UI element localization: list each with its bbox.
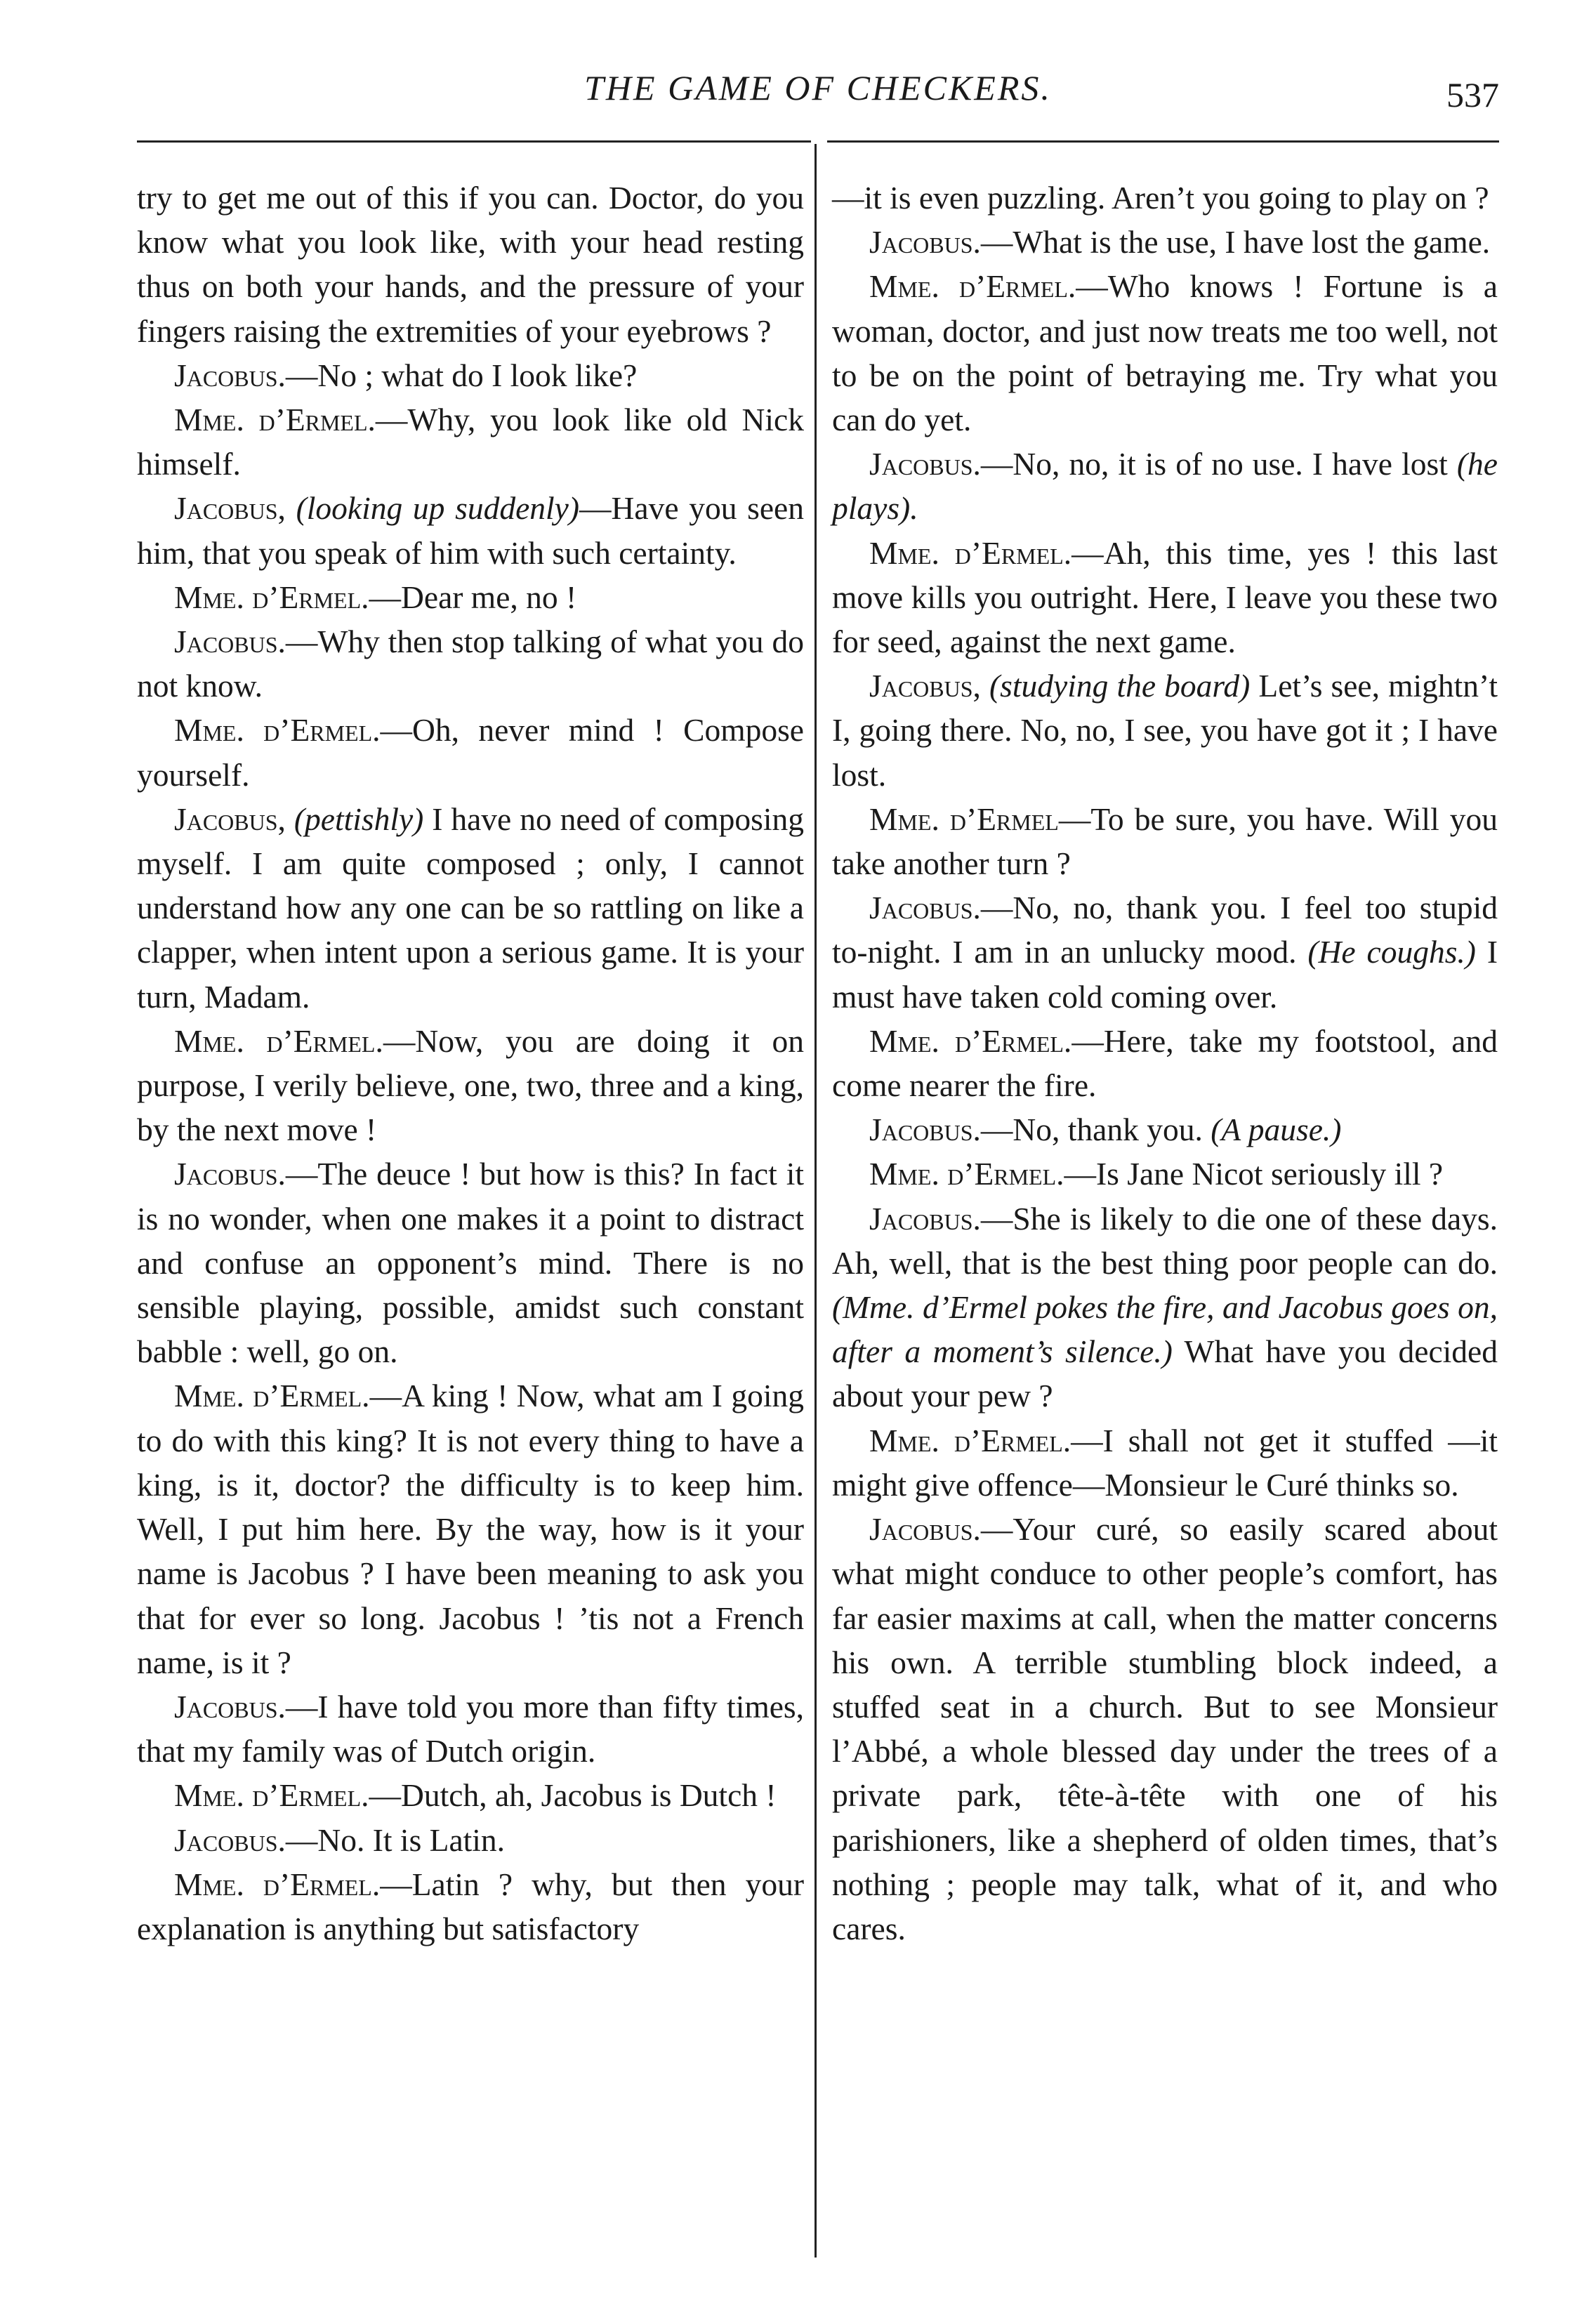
speaker-name: Jacobus. <box>174 1156 286 1192</box>
dialogue-paragraph <box>137 353 804 397</box>
speaker-name: Mme. d’Ermel <box>869 800 1059 837</box>
speaker-name: Mme. d’Ermel. <box>869 1156 1064 1192</box>
speaker-name: Jacobus, <box>174 490 286 527</box>
speaker-name: Jacobus. <box>869 890 981 926</box>
dialogue-text: —Your curé, so easily scared about what might conduce to other people’s comfort, has far easier maxims at call, when the matter concerns his own. A terrible stumbling block indeed, a stuffed seat in a church. But to see Monsieur l’Abbé, a whole blessed day under the trees of a private park, tête-à-tête with one of his parishioners, like a shepherd of olden times, that’s nothing ; people may talk, what of it, and who cares. <box>832 1511 1498 1946</box>
dialogue-text: —Ah, this time, yes ! this last move kills you outright. Here, I leave you these two for seed, against the next game. <box>832 534 1498 660</box>
speaker-name: Jacobus. <box>174 1821 286 1858</box>
dialogue-paragraph <box>832 531 1498 664</box>
dialogue-text: —To be sure, you have. Will you take another turn ? <box>832 800 1498 882</box>
dialogue-text: —it is even puzzling. Aren’t you going to play on ? <box>832 180 1489 216</box>
dialogue-paragraph <box>137 1773 804 1817</box>
speaker-name: Jacobus. <box>869 1200 981 1237</box>
dialogue-paragraph <box>832 1418 1498 1507</box>
dialogue-paragraph <box>832 1197 1498 1418</box>
speaker-name: Mme. d’Ermel. <box>174 1866 381 1902</box>
speaker-name: Mme. d’Ermel. <box>174 712 381 749</box>
dialogue-paragraph <box>832 797 1498 885</box>
speaker-name: Jacobus. <box>869 224 981 261</box>
stage-direction: (He coughs.) <box>1307 934 1476 970</box>
dialogue-paragraph <box>832 264 1498 442</box>
speaker-name: Jacobus. <box>869 1112 981 1148</box>
dialogue-text: —Dear me, no ! <box>369 579 577 615</box>
dialogue-text: Let’s see, mightn’t I, going there. No, no, I see, you have got it ; I have lost. <box>832 668 1498 793</box>
speaker-name: Mme. d’Ermel. <box>174 1777 369 1814</box>
page-number: 537 <box>1446 75 1499 114</box>
speaker-name: Jacobus. <box>174 357 286 393</box>
dialogue-text: —Have you seen him, that you speak of him with such certainty. <box>137 490 804 571</box>
dialogue-paragraph <box>832 1107 1498 1152</box>
dialogue-paragraph <box>832 1019 1498 1107</box>
page-header <box>137 67 1499 117</box>
dialogue-paragraph <box>137 708 804 796</box>
dialogue-text: —No, thank you. <box>980 1112 1211 1148</box>
speaker-name: Jacobus. <box>869 1511 981 1548</box>
dialogue-text: —Why then stop talking of what you do not know. <box>137 624 804 704</box>
dialogue-paragraph <box>832 442 1498 530</box>
dialogue-text: —Dutch, ah, Jacobus is Dutch ! <box>369 1777 777 1814</box>
dialogue-text: —No ; what do I look like? <box>285 357 638 393</box>
speaker-name: Mme. d’Ermel. <box>869 534 1072 571</box>
speaker-name: Mme. d’Ermel. <box>174 1022 383 1059</box>
stage-direction: (Mme. d’Ermel pokes the fire, and Jacobus goes on, after a moment’s silence.) <box>832 1289 1498 1370</box>
dialogue-paragraph <box>137 1818 804 1862</box>
dialogue-paragraph <box>832 885 1498 1019</box>
dialogue-text: —Now, you are doing it on purpose, I verily believe, one, two, three and a king, by the next move ! <box>137 1022 804 1148</box>
speaker-name: Jacobus, <box>174 800 286 837</box>
dialogue-paragraph <box>137 397 804 486</box>
right-column <box>832 176 1498 1951</box>
stage-direction: (pettishly) <box>294 800 424 837</box>
dialogue-text: —No, no, thank you. I feel too stupid to-night. I am in an unlucky mood. <box>832 890 1498 970</box>
speaker-name: Mme. d’Ermel. <box>869 1022 1072 1059</box>
speaker-name: Mme. d’Ermel. <box>174 579 369 615</box>
running-title: THE GAME OF CHECKERS. <box>584 68 1052 107</box>
dialogue-paragraph <box>137 1019 804 1152</box>
dialogue-paragraph <box>832 176 1498 220</box>
stage-direction: (A pause.) <box>1211 1112 1342 1148</box>
dialogue-paragraph <box>832 1507 1498 1951</box>
header-rule-left <box>137 140 811 143</box>
dialogue-paragraph <box>137 575 804 619</box>
speaker-name: Jacobus. <box>174 624 286 660</box>
dialogue-text: —Latin ? why, but then your explanation is anything but satisfactory <box>137 1866 804 1946</box>
dialogue-paragraph <box>137 1685 804 1773</box>
dialogue-paragraph <box>832 220 1498 264</box>
dialogue-paragraph <box>832 664 1498 797</box>
dialogue-text: try to get me out of this if you can. Doctor, do you know what you look like, with your head resting thus on both your hands, and the pressure of your fingers raising the extremities of your eyebrows ? <box>137 180 804 349</box>
dialogue-paragraph <box>137 797 804 1019</box>
dialogue-text: —Here, take my footstool, and come nearer the fire. <box>832 1022 1498 1104</box>
dialogue-text: —The deuce ! but how is this? In fact it is no wonder, when one makes it a point to distract and confuse an opponent’s mind. There is no sensible playing, possible, amidst such constant babble : well, go on. <box>137 1156 804 1370</box>
dialogue-paragraph <box>137 176 804 353</box>
speaker-name: Mme. d’Ermel. <box>174 402 376 438</box>
dialogue-text: —Is Jane Nicot seriously ill ? <box>1064 1156 1444 1192</box>
dialogue-text: —Who knows ! Fortune is a woman, doctor, and just now treats me too well, not to be on the point of betraying me. Try what you can do yet. <box>832 268 1498 438</box>
dialogue-paragraph <box>137 619 804 708</box>
left-column <box>137 176 804 1951</box>
dialogue-paragraph <box>832 1152 1498 1196</box>
dialogue-paragraph <box>137 486 804 574</box>
dialogue-paragraph <box>137 1862 804 1951</box>
dialogue-paragraph <box>137 1152 804 1373</box>
dialogue-paragraph <box>137 1373 804 1684</box>
dialogue-text: —No, no, it is of no use. I have lost <box>980 446 1457 482</box>
dialogue-text: —No. It is Latin. <box>285 1821 506 1858</box>
dialogue-text: —What is the use, I have lost the game. <box>980 224 1491 261</box>
speaker-name: Jacobus. <box>174 1688 286 1725</box>
stage-direction: (studying the board) <box>989 668 1251 704</box>
dialogue-text: —I shall not get it stuffed —it might give offence—Monsieur le Curé thinks so. <box>832 1422 1498 1503</box>
dialogue-text: —I have told you more than fifty times, that my family was of Dutch origin. <box>137 1688 804 1769</box>
speaker-name: Mme. d’Ermel. <box>869 1422 1071 1458</box>
dialogue-text: —Why, you look like old Nick himself. <box>137 402 804 482</box>
speaker-name: Jacobus. <box>869 446 981 482</box>
dialogue-text: —Oh, never mind ! Compose yourself. <box>137 712 804 793</box>
stage-direction: (he plays). <box>832 446 1498 527</box>
dialogue-text: —A king ! Now, what am I going to do with this king? It is not every thing to have a king, is it, doctor? the difficulty is to keep him. Well, I put him here. By the way, how is it your name is Jacobus ? I have been meaning to ask you that for ever so long. Jacobus ! ’tis not a French name, is it ? <box>137 1378 804 1680</box>
dialogue-text: What have you decided about your pew ? <box>832 1333 1498 1414</box>
dialogue-text: I must have taken cold coming over. <box>832 934 1498 1015</box>
speaker-name: Mme. d’Ermel. <box>174 1378 370 1414</box>
header-rule-right <box>827 140 1499 143</box>
stage-direction: (looking up suddenly) <box>296 490 580 527</box>
column-divider <box>815 144 817 2258</box>
speaker-name: Jacobus, <box>869 668 981 704</box>
dialogue-text: I have no need of composing myself. I am quite composed ; only, I cannot understand how any one can be so rattling on like a clapper, when intent upon a serious game. It is your turn, Madam. <box>137 800 804 1015</box>
speaker-name: Mme. d’Ermel. <box>869 268 1076 305</box>
dialogue-text: —She is likely to die one of these days. Ah, well, that is the best thing poor people can do. <box>832 1200 1498 1281</box>
